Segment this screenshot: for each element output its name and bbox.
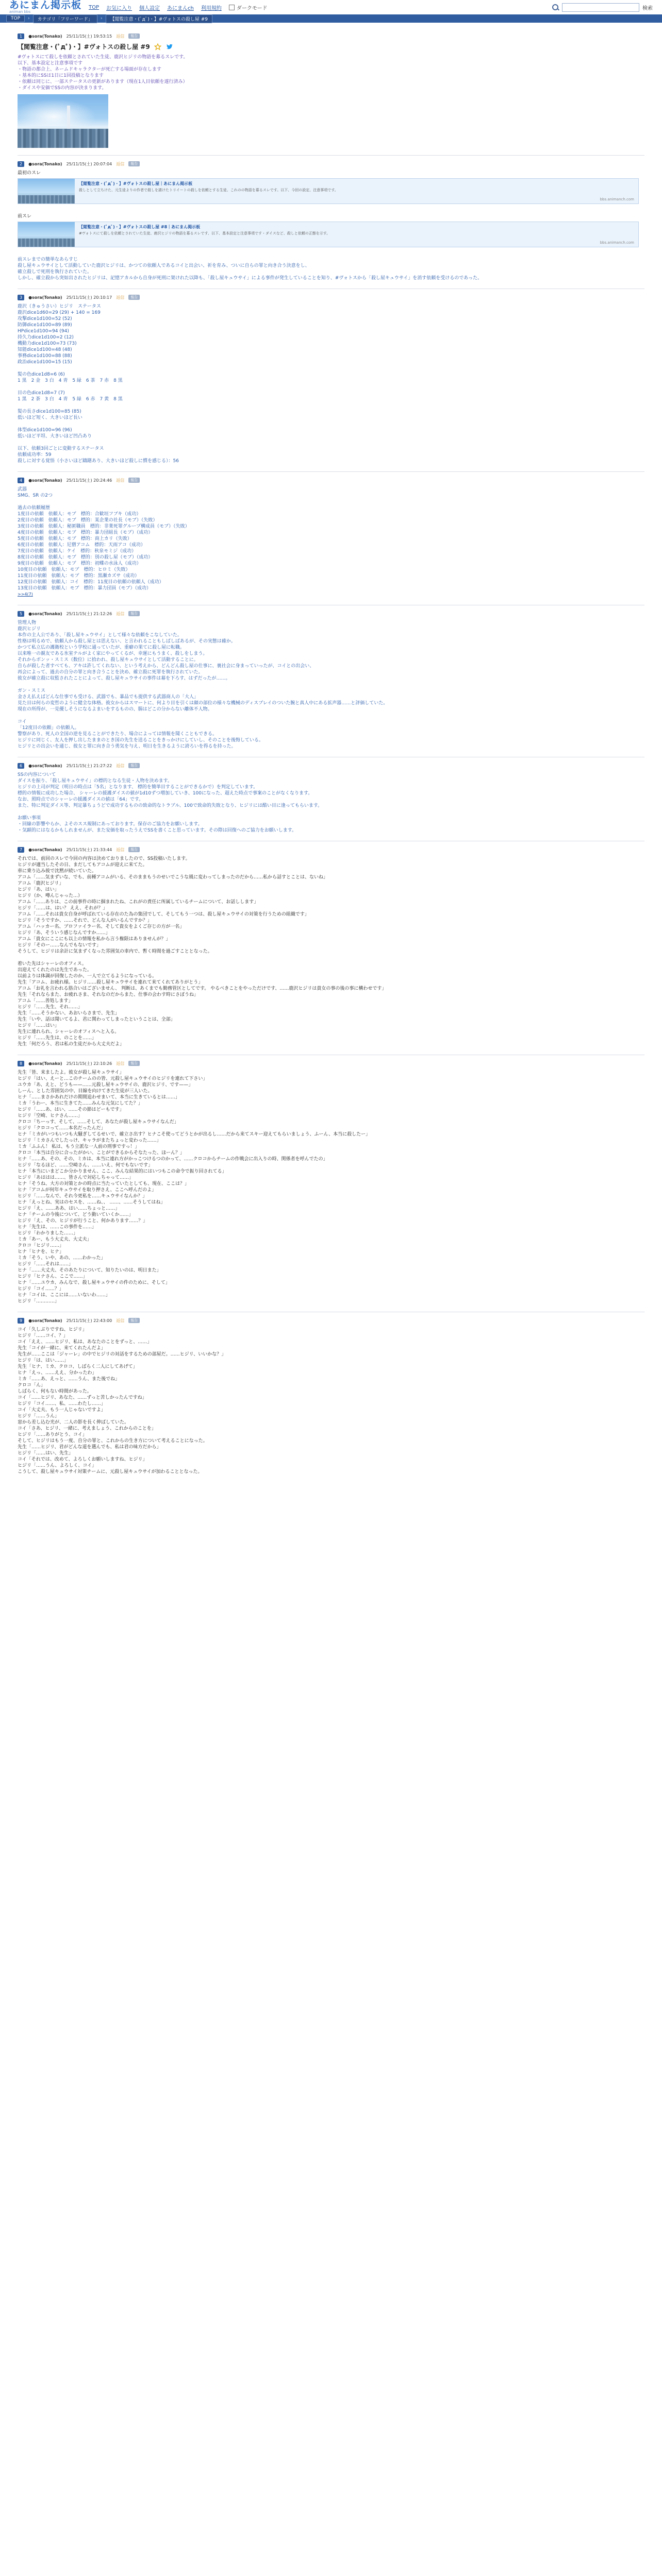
favorite-star-icon[interactable] [154,43,161,50]
post-author: ●sora(Tonako) [28,295,62,300]
post-line: 管理人物 [18,620,37,625]
post-line: 鹿沢dice1d60=29 (29) + 140 = 169 [18,310,101,315]
breadcrumb-current: 【閲覧注意・(ﾟдﾟ)・】#ヴォトスの殺し屋 #9 [106,14,212,23]
post-line: 体型dice1d100=96 (96) [18,428,72,433]
post-line: ヒジリ「え、……ああ、はい……ちょっと……」 [18,1206,120,1211]
post-line: ヒジリ「……うん」 [18,1414,60,1419]
post [18,471,644,605]
post-line: 12度目の依頼 依頼人：コイ 標的：11度目の依頼の依頼人（成功） [18,580,164,585]
link-card[interactable] [18,222,639,247]
post-line [18,250,644,257]
post-line: ヒジリ「……はい、先生」 [18,1451,74,1456]
post-line: 1度目の依頼 依頼人：モブ 標的：合歓垣フブキ（成功） [18,512,141,517]
post-line: 出迎えてくれたのは先生であった。 [18,968,92,973]
post-line: ヒジリ「そうですか、……それで、どんな人がいるんですか？」 [18,918,152,923]
post-line: ヒナ「アコムが何年キュウサイを取り押さえ、ここへ呼んだのよ」 [18,1188,157,1193]
more-link[interactable]: >>4(7) [18,592,33,597]
post-line: しばらく、何もない時間があった。 [18,1389,92,1394]
post-line: 以下、基本設定と注意事項です [18,61,83,66]
post-line: 本作の主人公であり、「殺し屋キュウサイ」として様々な依頼をこなしていた。 [18,633,182,638]
post-line: SMG、SR の2つ [18,493,53,498]
post-line [18,402,644,409]
post-line: ヒジリの上司が判定（明日の時点は「5名」となります、 標的を簡単目することができるかで）を判定しています。 [18,785,258,790]
dark-mode-toggle[interactable] [229,4,268,11]
thread-header-image[interactable] [18,94,108,148]
reply-link[interactable]: 返信 [116,33,125,39]
post-line: ミカ「うわー、本当に生きてた……みんな元気にしてた？」 [18,1101,143,1106]
post [18,757,644,841]
post-line: 金さえ払えばどんな仕事でも受ける、武器でも、暴品でも提供する武器商人の「大人」 [18,694,199,700]
link-card-description: 殺しとして立ちけた、元生徒よりの作者で殺しを請けたトリイートの殺しを依頼とする生徒、これのの物語を募るスレです。以下、今回の設定、注意事項です。 [79,188,338,192]
post-line: 現在の所得が、一見優しそうになるよまいをするものの、腸はどこの分からない離体不人物。 [18,707,212,712]
post-author: ●sora(Tonako) [28,847,62,852]
post-author: ●sora(Tonako) [28,611,62,616]
nav-favorites[interactable]: お気に入り [106,5,133,11]
search-icon[interactable] [552,4,559,11]
post-line: 依頼成功率：59 [18,452,52,457]
post-line: ヒジリ「なるほど、……空崎さん、……いえ、何でもないです」 [18,1163,153,1168]
post-line: ヒジリ「あははは……、皆さんで対応しちゃって……」 [18,1175,134,1180]
post-header [18,1060,644,1066]
search-button[interactable]: 検索 [642,5,653,11]
post-line: 9度目の依頼 依頼人：モブ 標的：初蝶の水泳人（成功） [18,561,141,566]
post-author: ●sora(Tonako) [28,763,62,768]
twitter-share-icon[interactable] [166,43,174,50]
post-line: 先生「ヒナ、ミカ、クロコ、しばらく二人にしてあげて」 [18,1364,138,1369]
post-line: それでは、前回のスレで今回の内容は決めておりましたので、SS投稿いたします。 [18,856,190,861]
post-line: 先生「皆、来ましたよ。彼女が殺し屋キュウサイ」 [18,1070,124,1075]
post-line: 鹿沢ヒジリ [18,626,41,632]
report-button[interactable]: 報告 [128,763,140,768]
dark-mode-label: ダークモード [236,5,268,11]
post-line: コイ「さあ、ヒジリ、一緒に、考えましょう、これからのことを」 [18,1426,156,1431]
post-line: 性格は明るめで、依頼人から殺し屋とは思えない、と言われることもしばしばあるが、その実態は確か。 [18,639,236,644]
post-line: クロコ「ちーっす、そして、……そして、あなたが殺し屋キュウサイなんだ」 [18,1120,179,1125]
post-line: 以下、依頼3回ごとに変動するステータス [18,446,104,451]
link-card-thumbnail [18,179,75,204]
post-line: そうして、ヒジリは余計に気まずくなった雰囲気の車内で、暫く時間を過ごすこととなった。 [18,949,212,954]
post-line: アコム「ハッカー名、ブロファイラー名、そして貴女をよくご存じの方が一名」 [18,924,185,929]
breadcrumb-separator: › [28,16,30,21]
post-line: アコム「……それは貴女自身が呼ばれている存在のた為の集団でして、そしてもう一つは、殺し屋キュウサイの対策を行うための組織です」 [18,912,309,917]
post-line: 先生が……ここは「ジャーレ」の中でヒジリの対話をするための部屋だ。……ヒジリ、いいかな？」 [18,1352,226,1357]
post-line: 7度目の依頼 依頼人：ケイ 標的：秋泉モミジ（成功） [18,549,137,554]
post-line: ヒジリが適当したその日、まだしてもアコムが迎えに来てた。 [18,862,147,868]
post-line [18,421,644,427]
post-line: 最初のスレ [18,171,41,176]
post-line: ヒナ「先生は、……この事件を……」 [18,1225,97,1230]
post-line: ヒジリ「そのー……なんでもないです」 [18,943,102,948]
reply-link[interactable]: 返信 [116,478,125,483]
post-line [18,682,644,688]
post-line: コイ「大丈夫、もう一人じゃないですよ」 [18,1408,106,1413]
link-card-description: #ヴォトスにて殺しを依頼とされていた生徒、鹿沢ヒジリの物語を募るスレです、以下、基本設定と注意事項です・ダイスなど、殺しと依頼の正態を示す。 [79,231,330,235]
post-line: 前スレまでの簡単なあらすじ [18,257,78,262]
post-line: ヒナ「ヒナを、ヒナ」 [18,1249,64,1255]
post-line: ミカ「ふふん！ 私は、もう立派な一人前の刑事ですっ！」 [18,1144,140,1149]
post-line [18,439,644,446]
post-line: ヒナ「そうね、大方の対策とかの時点に当たっていたとしても、現在、ここは？」 [18,1181,190,1187]
dark-mode-checkbox[interactable] [229,5,235,10]
post [18,155,644,289]
post-line: 2度目の依頼 依頼人：モブ 標的：某企業の社長（モブ）（失敗） [18,518,158,523]
post-line: ヒジリ「は、はい……」 [18,1358,69,1363]
post-line: 再会によって、過去の自分の罪と向き合うことを決め、確立殺に死罪を執行されていた。 [18,670,203,675]
post-line: 低いほど短く、大きいほど長い [18,415,82,420]
logo-text: あにまん掲示板 [9,0,82,11]
post-line: ヒジリ「わかりました……」 [18,1231,78,1236]
thread-title: 【閲覧注意・(ﾟдﾟ)・】#ヴォトスの殺し屋 #9 [18,43,150,50]
post-line: ヒジリ「空崎、ヒナさん……」 [18,1113,83,1118]
post-line: 殺しに対する覚悟（小さいほど躊躇あり、大きいほど殺しに慣を感じる）：56 [18,459,179,464]
link-card[interactable] [18,178,639,204]
post-line: ヒナ「……あ、その、その、ミカは、本当に連れ方がかっこつけるつのかって、……クロコからチームの作戦会に出入りの時、関係者を呼んでたの」 [18,1157,328,1162]
post-header [18,1317,644,1324]
post-line [18,207,644,213]
report-button[interactable]: 報告 [128,1061,140,1066]
post-date: 25/11/15(土) 20:07:04 [66,161,112,166]
post-line: 先生「……そうかない、あおいらさまで、先生」 [18,1011,120,1016]
post-line: 以来唯一の親友である氷室テルがよく家にやってくるが、幸運にもうまく、殺しをしまう。 [18,651,208,656]
post-number[interactable]: 4 [18,478,24,483]
reply-link[interactable]: 返信 [116,1061,125,1066]
post-line: ヒジリ「あ、そういう感じなんですか……」 [18,930,110,936]
post-header [18,611,644,617]
post-line: ヒジリ「ミカさんでしたっけ、キャラがまたちょっと変わった……」 [18,1138,161,1143]
post-number[interactable]: 7 [18,847,24,853]
post-author: ●sora(Tonako) [28,1318,62,1323]
post-line: ヒナ「本当にいまどこか分かりません、ここ、みんな結果的にはいつもこの命令で振り回されてる」 [18,1169,227,1174]
post-line: HPdice1d100=94 (94) [18,329,69,334]
post-line: ヒジリ（か、噂んじゃった…） [18,893,83,899]
post-line [18,955,644,961]
post-line: ヒジリ「……あ、はい、……その節はどーもです」 [18,1107,124,1112]
post-line: 攻撃dice1d100=52 (52) [18,316,72,321]
post-date: 25/11/15(土) 21:12:26 [66,611,112,616]
post-line: 「12度目の依頼」の依頼人。 [18,725,79,731]
report-button[interactable]: 報告 [128,33,140,39]
post-author: ●sora(Tonako) [28,1061,62,1066]
post-line: ・依頼は同じに、一部ステータスの更新があります（現在1人目依頼を遂行済み） [18,79,188,84]
post-line: 機動力dice1d100=73 (73) [18,341,77,346]
link-card-title: 【閲覧注意・(ﾟдﾟ)・】#ヴォトスの殺し屋 #8｜あにまん掲示板 [79,225,201,229]
nav-animanch[interactable]: あにまんch [167,5,194,11]
post-line: ヒジリ「コイ……？」 [18,1286,64,1292]
post-line: ・回線の影響やらか、よそのスス規制にあっております。保存のご協力をお願いします。 [18,822,203,827]
post-line [18,713,644,719]
post-line: 見た目は何らの変哲のように健全な体格。彼女からはスマートに、何より目を引くは顔の部位の様々な機械のディスプレイのついた腕と真人中にある拡声器……と評価していた。 [18,701,388,706]
post-line: クロコ「ヒジリ……」 [18,1243,64,1248]
post-line: 以前よりは体調が回復したのか、一人で立てるようになっている。 [18,974,157,979]
nav-top[interactable]: TOP [89,4,100,10]
post-line: 政治dice1d100=15 (15) [18,360,72,365]
post [18,1055,644,1312]
post-line: 持久力dice1d100=2 (12) [18,335,74,340]
reply-link[interactable]: 返信 [116,847,125,852]
post-line: クロコ「ん」 [18,1383,46,1388]
link-card-body [75,222,638,247]
post-line: 髪の長さdice1d100=85 (85) [18,409,81,414]
post-line: 前スレ [18,214,32,219]
post-line: ヒナ「えっとね、実はのセスを、……ね、、 ……、……そうしてはね」 [18,1200,166,1205]
post-line: ヒジリ「…………」 [18,1299,60,1304]
search-area [552,3,653,12]
post-author: ●sora(Tonako) [28,478,62,483]
reply-link[interactable]: 返信 [116,763,125,768]
post-line: ヒジリ「ヒナさん、ここで……」 [18,1274,88,1279]
post-line: ガン・スミス [18,688,46,693]
post-number[interactable]: 1 [18,33,24,39]
post-line: なお、照時点でのシャーレの援護ダイスの値は「64」です。 [18,797,144,802]
post-line: ミカ「あー、もう大丈夫、大丈夫」 [18,1237,92,1242]
post-line: クロコ「本当は自分に合ったがかい、ことができるからそなたった、ほーん？」 [18,1150,185,1156]
post-line [18,384,644,390]
post-line [18,365,644,371]
post-date: 25/11/15(土) 20:24:46 [66,478,112,483]
post-header [18,762,644,769]
post-line: 髪の色dice1d8=6 (6) [18,372,65,377]
nav-settings[interactable]: 個人設定 [139,5,160,11]
post-line: 先生に連れられ、シャーレのオフィスへと入る。 [18,1029,120,1035]
link-card-domain: bbs.animanch.com [600,241,634,245]
post-line: ヒジリ「……それは……」 [18,1262,74,1267]
post-line: ヒジリ「え、その、ヒジリが行うこと、何かあります……？」 [18,1218,148,1224]
post-header [18,846,644,853]
post [18,1312,644,1482]
post-line: ヒナ「……大丈夫、そのあたりについて、知りたいのは、明日また」 [18,1268,161,1273]
link-card-title: 【閲覧注意・(ﾟдﾟ)・】#ヴォトスの殺し屋｜あにまん掲示板 [79,181,193,186]
post-date: 25/11/15(土) 20:10:17 [66,295,112,300]
post-line: 3度目の依頼 依頼人：秘匿職員 標的：非業死罪グループ構成員（モブ）（失敗） [18,524,190,529]
link-card-domain: bbs.animanch.com [600,197,634,201]
post-line: 10度目の依頼 依頼人：モブ 標的：ヒロミ（失敗） [18,567,130,572]
post-line: しーん、とした雰囲気の中、目線を向けてきた生徒が三人いた。 [18,1089,153,1094]
post-line: SSの内容について [18,772,56,777]
post-line: ダイスを振り、「殺し屋キュウサイ」の標的となる生徒・人物を決めます。 [18,778,172,784]
post-line: 彼女が確立殺に収監されたことによって、殺し屋キュウサイの事件は幕を下ろす、はずだったが……。 [18,676,230,681]
site-logo[interactable] [9,1,81,14]
post-line: 先生「アコム、お疲れ様。ヒジリ……殺し屋キュウサイを連れて来てくれてありがとう」 [18,980,203,985]
post-line: ヒジリ「コイ……、私、……わたし……」 [18,1401,106,1406]
post-line: コイ [18,719,27,724]
post-line: ヒジリ「クロコって……本名だったんだ」 [18,1126,106,1131]
post-line: 低いほど平坦、大きいほど凹凸あり [18,434,92,439]
post-line: それからボンッ・スミス（数位）に拾われ、殺し屋キュウサイとして活動することに。 [18,657,198,663]
breadcrumb-separator: › [100,16,103,21]
breadcrumb-category[interactable]: カテゴリ「フリーワード」 [33,14,97,23]
post-line: ヒナ「チームの今後について、どう動いていくか……」 [18,1212,134,1217]
post-line: ヒジリ「……はい」 [18,1023,60,1028]
post-line: 先生「……ヒジリ、君がどんな道を選んでも、私は君の味方だから」 [18,1445,161,1450]
post-line: ヒナ「……ユウカ、みんなで、殺し屋キュウサイの件のために、そして」 [18,1280,170,1285]
post [18,605,644,757]
post-line: 6度目の依頼 依頼人：尼僧アコム 標的：天雨アコ（成功） [18,543,145,548]
image-city [18,129,108,148]
post-header [18,294,644,300]
post-author: ●sora(Tonako) [28,161,62,166]
post-number[interactable]: 9 [18,1318,24,1324]
thread-title-row [18,42,644,51]
post-line: 先生「いや、話は聞いてるよ、君に関わってしまったということは、全部」 [18,1017,175,1022]
post-line: こうして、殺し屋キュウサイ対策チームに、元殺し屋キュウサイが加わることとなった。 [18,1469,203,1475]
post-line: 8度目の依頼 依頼人：モブ 標的：別の殺し屋（モブ）（成功） [18,555,153,560]
post-line: アコム「貴女にここにも以上の情報を私から言う権限はありませんが？」 [18,937,171,942]
post-line: 知能dice1d100=48 (48) [18,347,72,352]
post-line: ・基本的にSSは1日に1回投稿となります [18,73,104,78]
post-line: また、特に判定ダイス等、判定暴ちょうどで成功するものの致命的なトラブル、100で致命的失敗となり、ヒジリには酷い目に逢ってもらいます。 [18,803,323,808]
post-line: 1 黒 2 金 3 白 4 青 5 緑 6 茶 7 赤 8 黒 [18,378,123,383]
reply-link[interactable]: 返信 [116,1318,125,1323]
post-header [18,477,644,483]
post-line: コイ「久しぶりですね、ヒジリ」 [18,1327,87,1332]
post-line: ヒジリ「……は、はい？ ええ、それが？」 [18,906,108,911]
post-line: ヒジリ「……コイ、？」 [18,1333,68,1338]
post-date: 25/11/15(土) 21:33:44 [66,847,112,852]
post-line: 確立殺しで死刑を執行されていた。 [18,269,92,275]
post-line: ・気顕的にはなるかもしれませんが、また安価を取ったうえでSSを書くこと思っています。その際は回復へのご協力をお願いします。 [18,828,296,833]
post-line: ヒジリ「……先生、それ……」 [18,1005,83,1010]
post-line: ヒジリ「はい、えーと…このチームのの皆、元殺し屋キュウサイのヒジリを連れて下さい」 [18,1076,208,1081]
post-header [18,33,644,39]
post-line: 目の色dice1d8=7 (7) [18,391,65,396]
post-line: お願い事項 [18,816,41,821]
post-line: アコム「……ありは、この前事件の時に掴まれたね、これがの責任に所属しているチームについて、お話しします」 [18,900,259,905]
post-line: 過去の依頼履歴 [18,505,51,511]
post-line: そして、ヒジリはもう一度、自分の罪と、これからの生き方について考えることになった。 [18,1438,208,1444]
reply-link[interactable]: 返信 [116,295,125,300]
report-button[interactable]: 報告 [128,611,140,616]
post-date: 25/11/15(土) 19:53:15 [66,33,112,39]
post-line: 車に乗り込み彼で沈黙が続いていた。 [18,869,97,874]
post-line: アコム「お礼を言われる筋合いはございません、 判断は、あくまでも勤務管区としてです。 やるべきことをやっただけです、……鹿沢ヒジリは貴女の事の後の事に構わせです」 [18,986,387,991]
thread-posts [0,23,662,1482]
post-line: 着いた先はシャーレのオフィス。 [18,961,87,967]
post-line: 殺し屋キュウサイとして活動していた鹿沢ヒジリは、かつての依頼人であるコイと出会い、祈を育み、ついに自らの罪と向き合う決意をし、 [18,263,310,268]
post-line: アコム「……気まずいな、でも、前種アコムがいる、そのままもうのせいでこうな風に変わってしまったのだから……私から話すとことは、ないね」 [18,875,328,880]
post-line: 窓から差し込む光が、二人の影を長く伸ばしていた。 [18,1420,129,1425]
post-line: 1 黒 2 茶 3 白 4 青 5 緑 6 赤 7 黄 8 黒 [18,397,123,402]
report-button[interactable]: 報告 [128,295,140,300]
post-line: ・ダイスや安価でSSの内容が決まります。 [18,86,107,91]
top-nav [89,4,222,11]
post-line [18,591,644,598]
post-line: ヒナ「ミカがいつもいつも大騒ぎしてるせいで、確立さ出す？ヒナこそ使ってどうとかが出るし……だから来てスキー迎えてもらいましょう、ふーん、本当に殺したー」 [18,1132,371,1137]
report-button[interactable]: 報告 [128,478,140,483]
logo-subtext: animan bbs [9,10,30,14]
search-input[interactable] [562,3,639,12]
reply-link[interactable]: 返信 [116,611,125,616]
post [18,841,644,1055]
post-line: ヒジリ「……ありがとう、コイ」 [18,1432,87,1437]
post-line: しかし、確立殺から突如出されたヒジリは、記憶アカルから自身が死刑に架けれた以降も、「殺し屋キュウサイ」による事件が発生していることを知り、#ヴォトスから「殺し屋キュウサイ」を消す依頼を受けるのであった。 [18,276,483,281]
image-sky [18,94,108,126]
report-button[interactable]: 報告 [128,847,140,852]
post-line: 11度目の依頼 依頼人：モブ 標的：黒瀬カズサ（成功） [18,573,140,579]
post-line: アコム「鹿沢ヒジリ」 [18,881,64,886]
reply-link[interactable]: 返信 [116,161,125,166]
post-line: コイ「ええ、……ヒジリ、私は、あなたのことをずっと、……」 [18,1340,152,1345]
post-line: 5度目の依頼 依頼人：モブ 標的：商上カリ（失敗） [18,536,132,541]
post-line: ミカ「そう、いや、あの、……わかった」 [18,1256,106,1261]
post-line: ヒジリ「あ、はい」 [18,887,59,892]
link-card-thumbnail [18,222,75,247]
post-line: ヒナ「……まさかあれだけの期間追わせまいて、本当に生きているとは……」 [18,1095,180,1100]
post-line: コイ「それでは、改めて、よろしくお願いしますね、ヒジリ」 [18,1457,147,1462]
post-number[interactable]: 8 [18,1061,24,1066]
post-line: ヒジリに同じく、友人を押し出したままのとき国の先生を送ることをきっかけにしていし、そのことを後悔している。 [18,738,263,743]
post-date: 25/11/15(土) 22:10:26 [66,1061,112,1066]
site-header [0,0,662,14]
post-line: コイ「……ヒジリ、あなた、……ずっと苦しかったんですね」 [18,1395,147,1400]
post-line: 武器 [18,487,27,492]
post-line [18,809,644,815]
post-line: 4度目の依頼 依頼人：モブ 標的：暴力団組長（モブ）（成功） [18,530,153,535]
breadcrumb [0,14,662,23]
post-line: ヒナ「えっ、……ええ、分かったわ」 [18,1370,97,1376]
post-line [18,499,644,505]
post-line: ヒジリとの出会いを通じ、彼女と罪に向き合う勇気を与え、明日を生きるように誇ろいを得るを持った。 [18,744,236,749]
post-line: ヒジリ「……先生は、のことを……」 [18,1036,97,1041]
post-line: 警察があり、死人の全国の逆を見ることができたり、場合によっては情報を聞くこともできる。 [18,732,218,737]
post-line: 13度目の依頼 依頼人：モブ 標的：暴力団員（モブ）（成功） [18,586,152,591]
link-card-body [75,179,638,204]
report-button[interactable]: 報告 [128,1318,140,1323]
post-line: 先生「それならまた、お疲れさま、それなのだからまた、仕事の会わす時にさぼうね」 [18,992,199,997]
post-number[interactable]: 3 [18,295,24,300]
post-line: ・物語の都合上、ネームドキャラクターが死亡する場面が存在します [18,67,161,72]
post-line: 先生「コイが一緒に、来てくれたんだよ」 [18,1346,106,1351]
post-author: ●sora(Tonako) [28,33,62,39]
post-date: 25/11/15(土) 22:43:00 [66,1318,112,1323]
post-line: 先生「何だろう、君は私の生徒だから大丈夫だよ」 [18,1042,125,1047]
post-number[interactable]: 2 [18,161,24,167]
post-line: ユウカ「あ、えと、どうも——……元殺し屋キュウサイの、鹿沢ヒジリ、です——」 [18,1082,193,1088]
post-line: ヒジリ「……うん、よろしく、コイ」 [18,1463,97,1468]
post-line: アコム「……善処します」 [18,998,73,1004]
post-line: 鹿沢（きゅうさい）ヒジリ ステータス [18,304,101,309]
post-line: ヒナ「コイは、ここには……いないわ……」 [18,1293,110,1298]
post-line: 自らが殺した者すべても、アキは許してくれない、という考えから、どんどん殺し屋の仕事に、裏社会に身まっていったが、コイとの出会い、 [18,664,315,669]
post-line: 標的の情報に成功した場合、 シャーレの援護ダイスの値が1d10ずつ増加していき、100になった、超えた時点で事案のことがなくなります。 [18,791,313,796]
post [18,289,644,471]
post-line: #ヴォトスにて殺しを依頼とされていた生徒、鹿沢ヒジリの物語を募るスレです。 [18,55,188,60]
post [18,28,644,155]
post-line: 事務dice1d100=88 (88) [18,353,72,359]
post-header [18,161,644,167]
nav-terms[interactable]: 利用規約 [201,5,222,11]
post-number[interactable]: 6 [18,763,24,769]
post-line: 防御dice1d100=89 (89) [18,323,72,328]
post-date: 25/11/15(土) 21:27:22 [66,763,112,768]
post-line: ミカ「……あ、えっと、……うん、また後でね」 [18,1377,120,1382]
post-line: かつて私立広の護衛校という学校に通っていたが、重癖の果てに殺し屋に転職。 [18,645,185,650]
report-button[interactable]: 報告 [128,161,140,166]
post-number[interactable]: 5 [18,611,24,617]
post-line: ヒジリ「……なんで、それ今更私を……キュウサイなんか？」 [18,1194,147,1199]
breadcrumb-top[interactable]: TOP [6,15,25,22]
